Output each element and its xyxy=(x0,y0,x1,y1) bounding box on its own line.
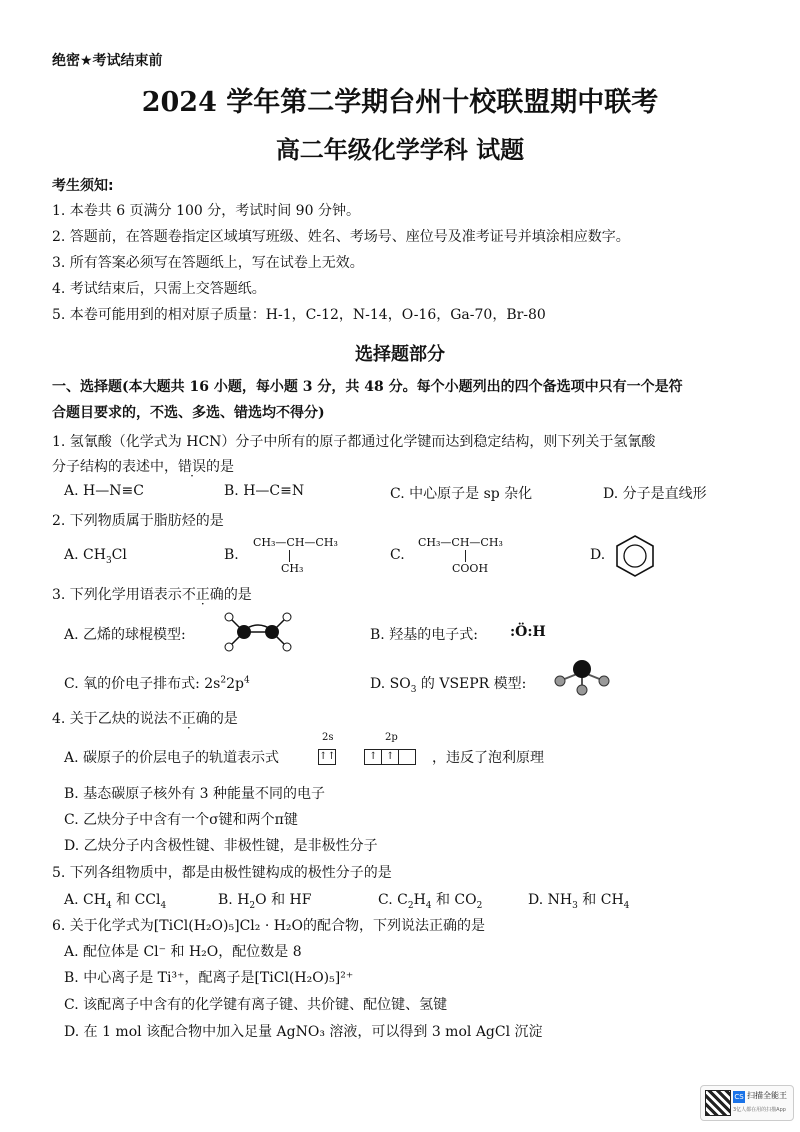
q2-option-c-bond xyxy=(465,550,466,562)
q2-option-d-label: D. xyxy=(590,547,606,563)
q3-option-a: A. 乙烯的球棍模型: xyxy=(64,627,186,643)
exam-subtitle: 高二年级化学学科 试题 xyxy=(275,135,525,164)
q2-option-b-structure-bottom: CH₃ xyxy=(281,562,304,575)
q4-option-d: D. 乙炔分子内含极性键、非极性键，是非极性分子 xyxy=(64,838,378,854)
orbital-2p-box: ↑ xyxy=(382,749,399,765)
q1-option-d: D. 分子是直线形 xyxy=(603,486,707,502)
q3-option-d: D. $SO_3$ 的 VSEPR 模型: xyxy=(370,676,527,695)
badge-title: 扫描全能王 xyxy=(747,1091,787,1100)
q3-option-b: B. 羟基的电子式: xyxy=(370,627,478,643)
q1-option-a: A. H—N≡C xyxy=(64,483,144,499)
q6-option-a: A. 配位体是 Cl⁻ 和 H₂O，配位数是 8 xyxy=(64,944,302,960)
benzene-ring-icon xyxy=(612,533,658,579)
q5-option-c: C. $C_2H_4$ 和 $CO_2$ xyxy=(378,892,483,911)
q4-option-a-pre: A. 碳原子的价层电子的轨道表示式 xyxy=(64,750,280,766)
part1-heading-line2: 合题目要求的，不选、多选、错选均不得分) xyxy=(52,405,325,421)
orbital-2s-box: ↑↑ xyxy=(318,749,336,765)
q1-stem-line1: 1. 氢氰酸（化学式为 HCN）分子中所有的原子都通过化学键而达到稳定结构，则下列关于氢氰酸 xyxy=(52,434,656,450)
q2-stem: 2. 下列物质属于脂肪烃的是 xyxy=(52,513,224,529)
q6-option-c: C. 该配离子中含有的化学键有离子键、共价键、配位键、氢键 xyxy=(64,997,448,1013)
qr-code-icon xyxy=(705,1090,731,1116)
q5-option-d: D. $NH_3$ 和 $CH_4$ xyxy=(528,892,630,911)
q4-option-b: B. 基态碳原子核外有 3 种能量不同的电子 xyxy=(64,786,325,802)
notice-item: 2. 答题前，在答题卷指定区域填写班级、姓名、考场号、座位号及准考证号并填涂相应数字。 xyxy=(52,229,630,245)
notice-item: 3. 所有答案必须写在答题纸上，写在试卷上无效。 xyxy=(52,255,364,271)
confidential-label: 绝密★考试结束前 xyxy=(52,53,163,69)
notice-item: 5. 本卷可能用到的相对原子质量：H-1，C-12，N-14，O-16，Ga-70，Br-80 xyxy=(52,307,546,323)
so3-vsepr-model-icon xyxy=(552,656,612,696)
q1-stem-line2: 分子结构的表述中，错误的是 xyxy=(52,459,234,475)
q5-option-b: B. $H_2O$ 和 HF xyxy=(218,892,312,911)
q1-option-b: B. H—C≡N xyxy=(224,483,305,499)
q2-option-b-structure-top: CH₃—CH—CH₃ xyxy=(253,536,338,549)
notice-item: 1. 本卷共 6 页满分 100 分，考试时间 90 分钟。 xyxy=(52,203,360,219)
q6-stem: 6. 关于化学式为[TiCl(H₂O)₅]Cl₂ · H₂O的配合物，下列说法正确的是 xyxy=(52,918,486,934)
q3-option-b-formula: :Ö:H xyxy=(510,624,546,640)
orbital-2p-label: 2p xyxy=(385,732,398,743)
q4-option-c: C. 乙炔分子中含有一个σ键和两个π键 xyxy=(64,812,298,828)
badge-subtitle: 3亿人都在用的扫描App xyxy=(733,1107,786,1113)
q2-option-b-label: B. xyxy=(224,547,239,563)
cs-logo-icon: CS xyxy=(734,1093,744,1101)
q2-option-c-structure-top: CH₃—CH—CH₃ xyxy=(418,536,503,549)
orbital-boxes xyxy=(318,746,416,765)
notice-heading: 考生须知: xyxy=(52,178,114,194)
q4-option-a-post: ，违反了泡利原理 xyxy=(432,750,544,766)
exam-title: 2024 学年第二学期台州十校联盟期中联考 xyxy=(141,87,659,118)
q5-stem: 5. 下列各组物质中，都是由极性键构成的极性分子的是 xyxy=(52,865,392,881)
q2-option-a: A. $CH_3Cl$ xyxy=(64,547,127,566)
q3-stem: 3. 下列化学用语表示不正确的是 xyxy=(52,587,252,603)
q4-stem: 4. 关于乙炔的说法不正确的是 xyxy=(52,711,238,727)
q6-option-d: D. 在 1 mol 该配合物中加入足量 AgNO₃ 溶液，可以得到 3 mol AgCl 沉淀 xyxy=(64,1024,543,1040)
orbital-2p-box-empty xyxy=(399,749,416,765)
notice-item: 4. 考试结束后，只需上交答题纸。 xyxy=(52,281,266,297)
q3-option-c: C. 氧的价电子排布式: $2s^22p^4$ xyxy=(64,675,250,692)
orbital-2s-label: 2s xyxy=(322,732,334,743)
orbital-2p-box: ↑ xyxy=(364,749,382,765)
q5-option-a: A. $CH_4$ 和 CCl$_4$ xyxy=(64,892,167,911)
ethylene-ball-stick-icon xyxy=(218,608,298,656)
q1-option-c: C. 中心原子是 sp 杂化 xyxy=(390,486,533,502)
part1-heading-line1: 一、选择题(本大题共 16 小题，每小题 3 分，共 48 分。每个小题列出的四个备选项中只有一个是符 xyxy=(52,379,683,395)
scanner-badge xyxy=(700,1085,794,1121)
section-title: 选择题部分 xyxy=(355,344,445,365)
q2-option-c-label: C. xyxy=(390,547,405,563)
q2-option-c-structure-bottom: COOH xyxy=(452,562,489,575)
q2-option-b-bond xyxy=(289,550,290,562)
q6-option-b: B. 中心离子是 Ti³⁺，配离子是[TiCl(H₂O)₅]²⁺ xyxy=(64,970,354,986)
